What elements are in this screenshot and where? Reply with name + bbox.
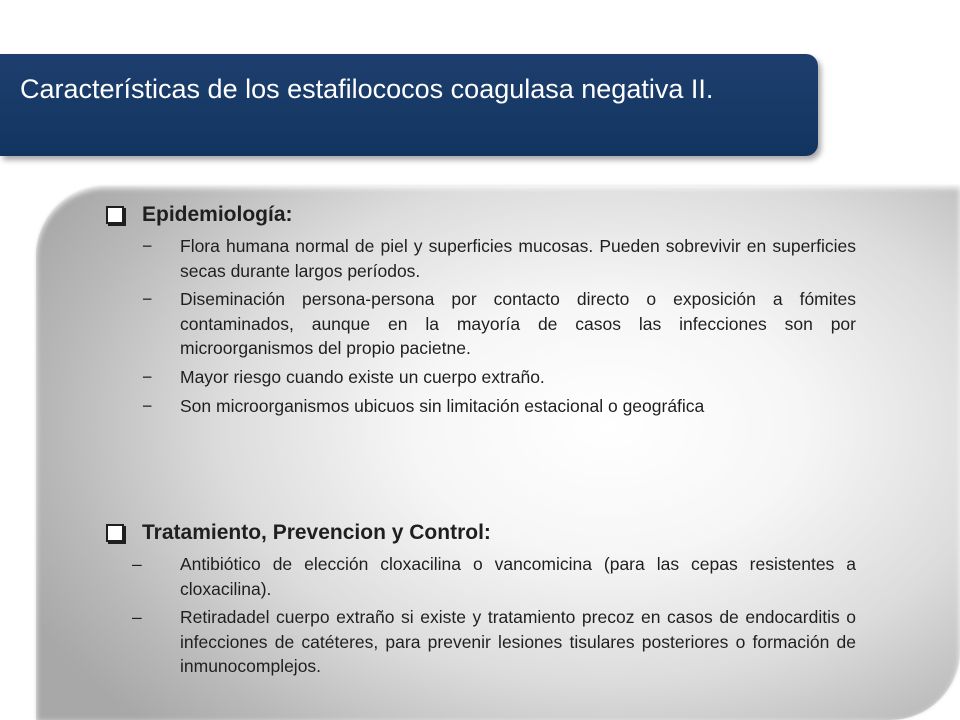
dash-bullet: – bbox=[132, 554, 142, 574]
dash-bullet: − bbox=[142, 236, 153, 256]
list-item-text: Retiradadel cuerpo extraño si existe y tratamiento precoz en casos de endocarditis o infecciones de catéteres, para prevenir lesiones tisulares posteriores o formación de inmunocomplejos. bbox=[180, 607, 856, 677]
section-heading-text: Tratamiento, Prevencion y Control: bbox=[142, 521, 491, 544]
bullet-list bbox=[70, 552, 856, 679]
list-item bbox=[70, 287, 856, 361]
list-item-text: Son microorganismos ubicuos sin limitación estacional o geográfica bbox=[180, 395, 705, 416]
dash-bullet: − bbox=[142, 289, 153, 310]
list-item-text: Antibiótico de elección cloxacilina o vancomicina (para las cepas resistentes a cloxacilina). bbox=[180, 554, 856, 599]
section-epidemiologia bbox=[70, 200, 856, 422]
list-item bbox=[70, 234, 856, 283]
dash-bullet: − bbox=[142, 395, 153, 416]
section-heading bbox=[70, 518, 856, 548]
list-item bbox=[70, 365, 856, 390]
list-item-text: Flora humana normal de piel y superficies mucosas. Pueden sobrevivir en superficies secas durante largos períodos. bbox=[180, 236, 856, 281]
slide-title: Características de los estafilococos coagulasa negativa II. bbox=[20, 74, 714, 104]
list-item-text: Mayor riesgo cuando existe un cuerpo extraño. bbox=[180, 366, 545, 387]
list-item bbox=[70, 394, 856, 419]
dash-bullet: – bbox=[132, 607, 142, 628]
section-heading-text: Epidemiología: bbox=[142, 203, 293, 226]
checkbox-bullet-icon bbox=[106, 524, 124, 542]
section-heading bbox=[70, 200, 856, 230]
title-banner bbox=[0, 54, 818, 156]
checkbox-bullet-icon bbox=[106, 206, 124, 224]
list-item-text: Diseminación persona-persona por contacto directo o exposición a fómites contaminados, aunque en la mayoría de casos las infecciones son por microorganismos del propio pacietne. bbox=[180, 289, 856, 359]
dash-bullet: − bbox=[142, 366, 153, 387]
section-tratamiento bbox=[70, 518, 856, 683]
list-item bbox=[70, 605, 856, 679]
list-item bbox=[70, 552, 856, 601]
bullet-list bbox=[70, 234, 856, 418]
